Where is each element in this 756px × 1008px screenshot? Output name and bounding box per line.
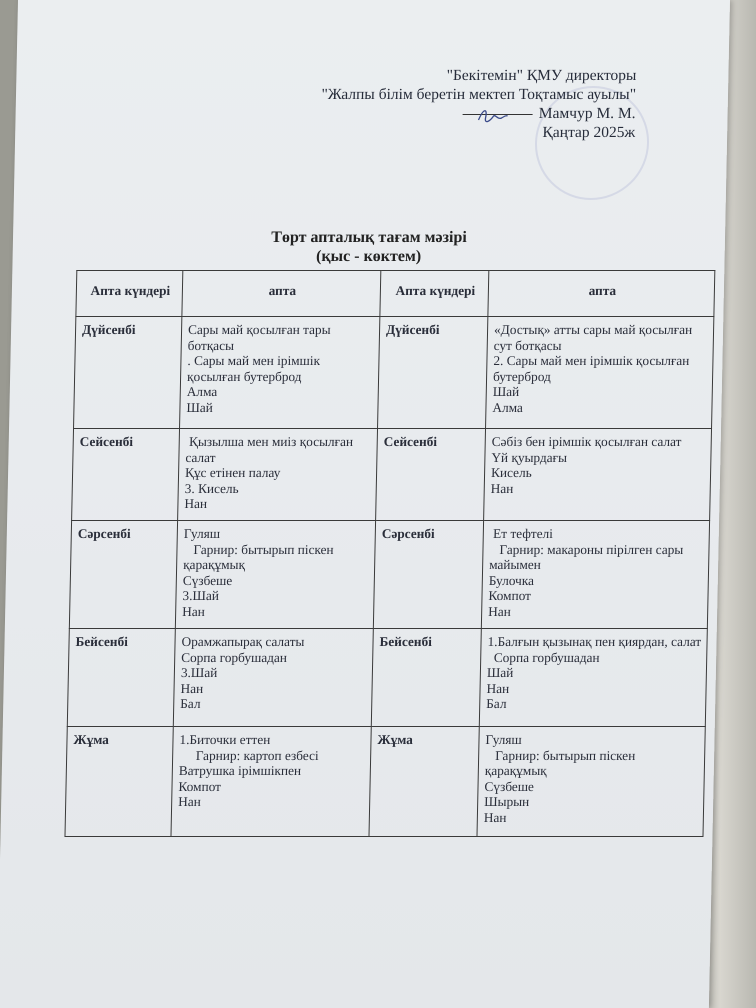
approval-line-1: "Бекітемін" ҚМУ директоры	[446, 67, 637, 84]
approval-line-3	[255, 104, 635, 123]
menu-cell	[481, 521, 709, 629]
menu-item: Кисель	[490, 465, 532, 481]
weekday-cell: Дүйсенбі	[74, 317, 182, 429]
menu-item: Нан	[486, 680, 510, 696]
weekday-cell: Жұма	[369, 727, 479, 837]
header-week-2: апта	[488, 271, 715, 317]
header-weekdays-1: Апта күндері	[76, 271, 183, 317]
menu-item: Құс етінен палау	[184, 465, 281, 481]
menu-item: 1.Балғын қызынақ пен қиярдан, салат	[487, 634, 702, 649]
menu-cell	[484, 429, 712, 521]
menu-item: 3. Кисель	[184, 480, 239, 496]
menu-cell	[479, 629, 707, 727]
menu-item: Компот	[488, 588, 532, 604]
table-row	[69, 521, 709, 629]
menu-cell	[171, 727, 371, 837]
menu-item: Алма	[492, 399, 524, 415]
menu-cell	[180, 317, 380, 429]
menu-cell	[178, 429, 378, 521]
menu-item: Нан	[490, 480, 514, 496]
approval-block	[255, 66, 637, 142]
title-line-2: (қыс - көктем)	[315, 248, 422, 265]
menu-item: Булочка	[488, 572, 535, 588]
menu-item: Гарнир: картоп езбесі	[179, 747, 319, 763]
weekday-cell: Сейсенбі	[72, 429, 180, 521]
title-line-1: Төрт апталық тағам мәзірі	[271, 229, 467, 246]
menu-item: Нан	[182, 603, 205, 619]
weekday-cell: Сәрсенбі	[69, 521, 177, 629]
menu-item: Бал	[486, 696, 507, 712]
menu-item: Алма	[186, 384, 218, 400]
menu-item: 2. Сары май мен ірімшік қосылған бутерброд	[492, 353, 693, 384]
approval-date: Қаңтар 2025ж	[542, 124, 636, 141]
menu-item: Сорпа горбушадан	[181, 649, 288, 665]
menu-item: 1.Биточки еттен	[179, 732, 271, 747]
menu-item: Гарнир: бытырып піскен қарақұмық	[183, 541, 338, 573]
menu-item: Гуляш	[485, 732, 522, 747]
menu-cell	[477, 727, 705, 837]
weekday-cell: Сәрсенбі	[373, 521, 483, 629]
menu-item: Нан	[180, 680, 204, 696]
menu-item: Ватрушка ірімшікпен	[178, 763, 302, 779]
menu-item: Бал	[180, 696, 201, 712]
header-weekdays-2: Апта күндері	[380, 271, 489, 317]
menu-item: Шай	[186, 399, 214, 415]
table-body	[65, 317, 714, 837]
weekday-cell: Сейсенбі	[376, 429, 486, 521]
menu-item: Гарнир: бытырып піскен қарақұмық	[484, 747, 639, 779]
document-title	[12, 228, 725, 266]
menu-item: Сәбіз бен ірімшік қосылған салат	[491, 434, 682, 449]
menu-item: Ет тефтелі	[489, 526, 554, 541]
menu-item: Нан	[488, 603, 511, 619]
weekday-cell: Дүйсенбі	[378, 317, 488, 429]
weekday-cell: Бейсенбі	[371, 629, 481, 727]
menu-item: Нан	[483, 809, 507, 825]
weekday-cell: Жұма	[65, 727, 173, 837]
menu-item: Шырын	[484, 794, 530, 810]
menu-item: Сары май қосылған тары ботқасы	[187, 322, 335, 353]
menu-item: Қызылша мен миіз қосылған салат	[185, 434, 357, 465]
menu-item: Гарнир: макароны пірілген сары майымен	[489, 541, 687, 573]
menu-item: «Достық» атты сары май қосылған сут ботқасы	[493, 322, 696, 353]
table-row	[72, 429, 712, 521]
menu-item: Гуляш	[183, 526, 221, 541]
director-name: Мамчур М. М.	[538, 105, 636, 122]
menu-item: Компот	[178, 778, 222, 794]
menu-item: Орамжапырақ салаты	[181, 634, 305, 649]
menu-item: 3.Шай	[182, 588, 220, 604]
menu-item: Нан	[178, 794, 201, 810]
menu-item: Сүзбеше	[484, 778, 535, 794]
signature	[475, 106, 509, 128]
table-row	[74, 317, 714, 429]
menu-item: . Сары май мен ірімшік қосылған бутерброд	[186, 353, 324, 384]
menu-table	[64, 270, 715, 837]
menu-item: Нан	[184, 496, 208, 512]
menu-item: Сорпа горбушадан	[487, 649, 600, 665]
menu-item: Шай	[492, 384, 520, 400]
menu-item: Үй қуырдағы	[491, 449, 568, 465]
header-week-1: апта	[182, 271, 381, 317]
weekday-cell: Бейсенбі	[67, 629, 175, 727]
table-header-row	[76, 271, 715, 317]
menu-cell	[175, 521, 375, 629]
menu-item: Шай	[486, 665, 514, 681]
approval-line-2: "Жалпы білім беретін мектеп Тоқтамыс ауылы"	[321, 86, 637, 103]
menu-item: Сүзбеше	[182, 572, 233, 588]
menu-cell	[486, 317, 714, 429]
table-row	[65, 727, 705, 837]
table-row	[67, 629, 707, 727]
menu-cell	[173, 629, 373, 727]
menu-item: 3.Шай	[180, 665, 218, 681]
